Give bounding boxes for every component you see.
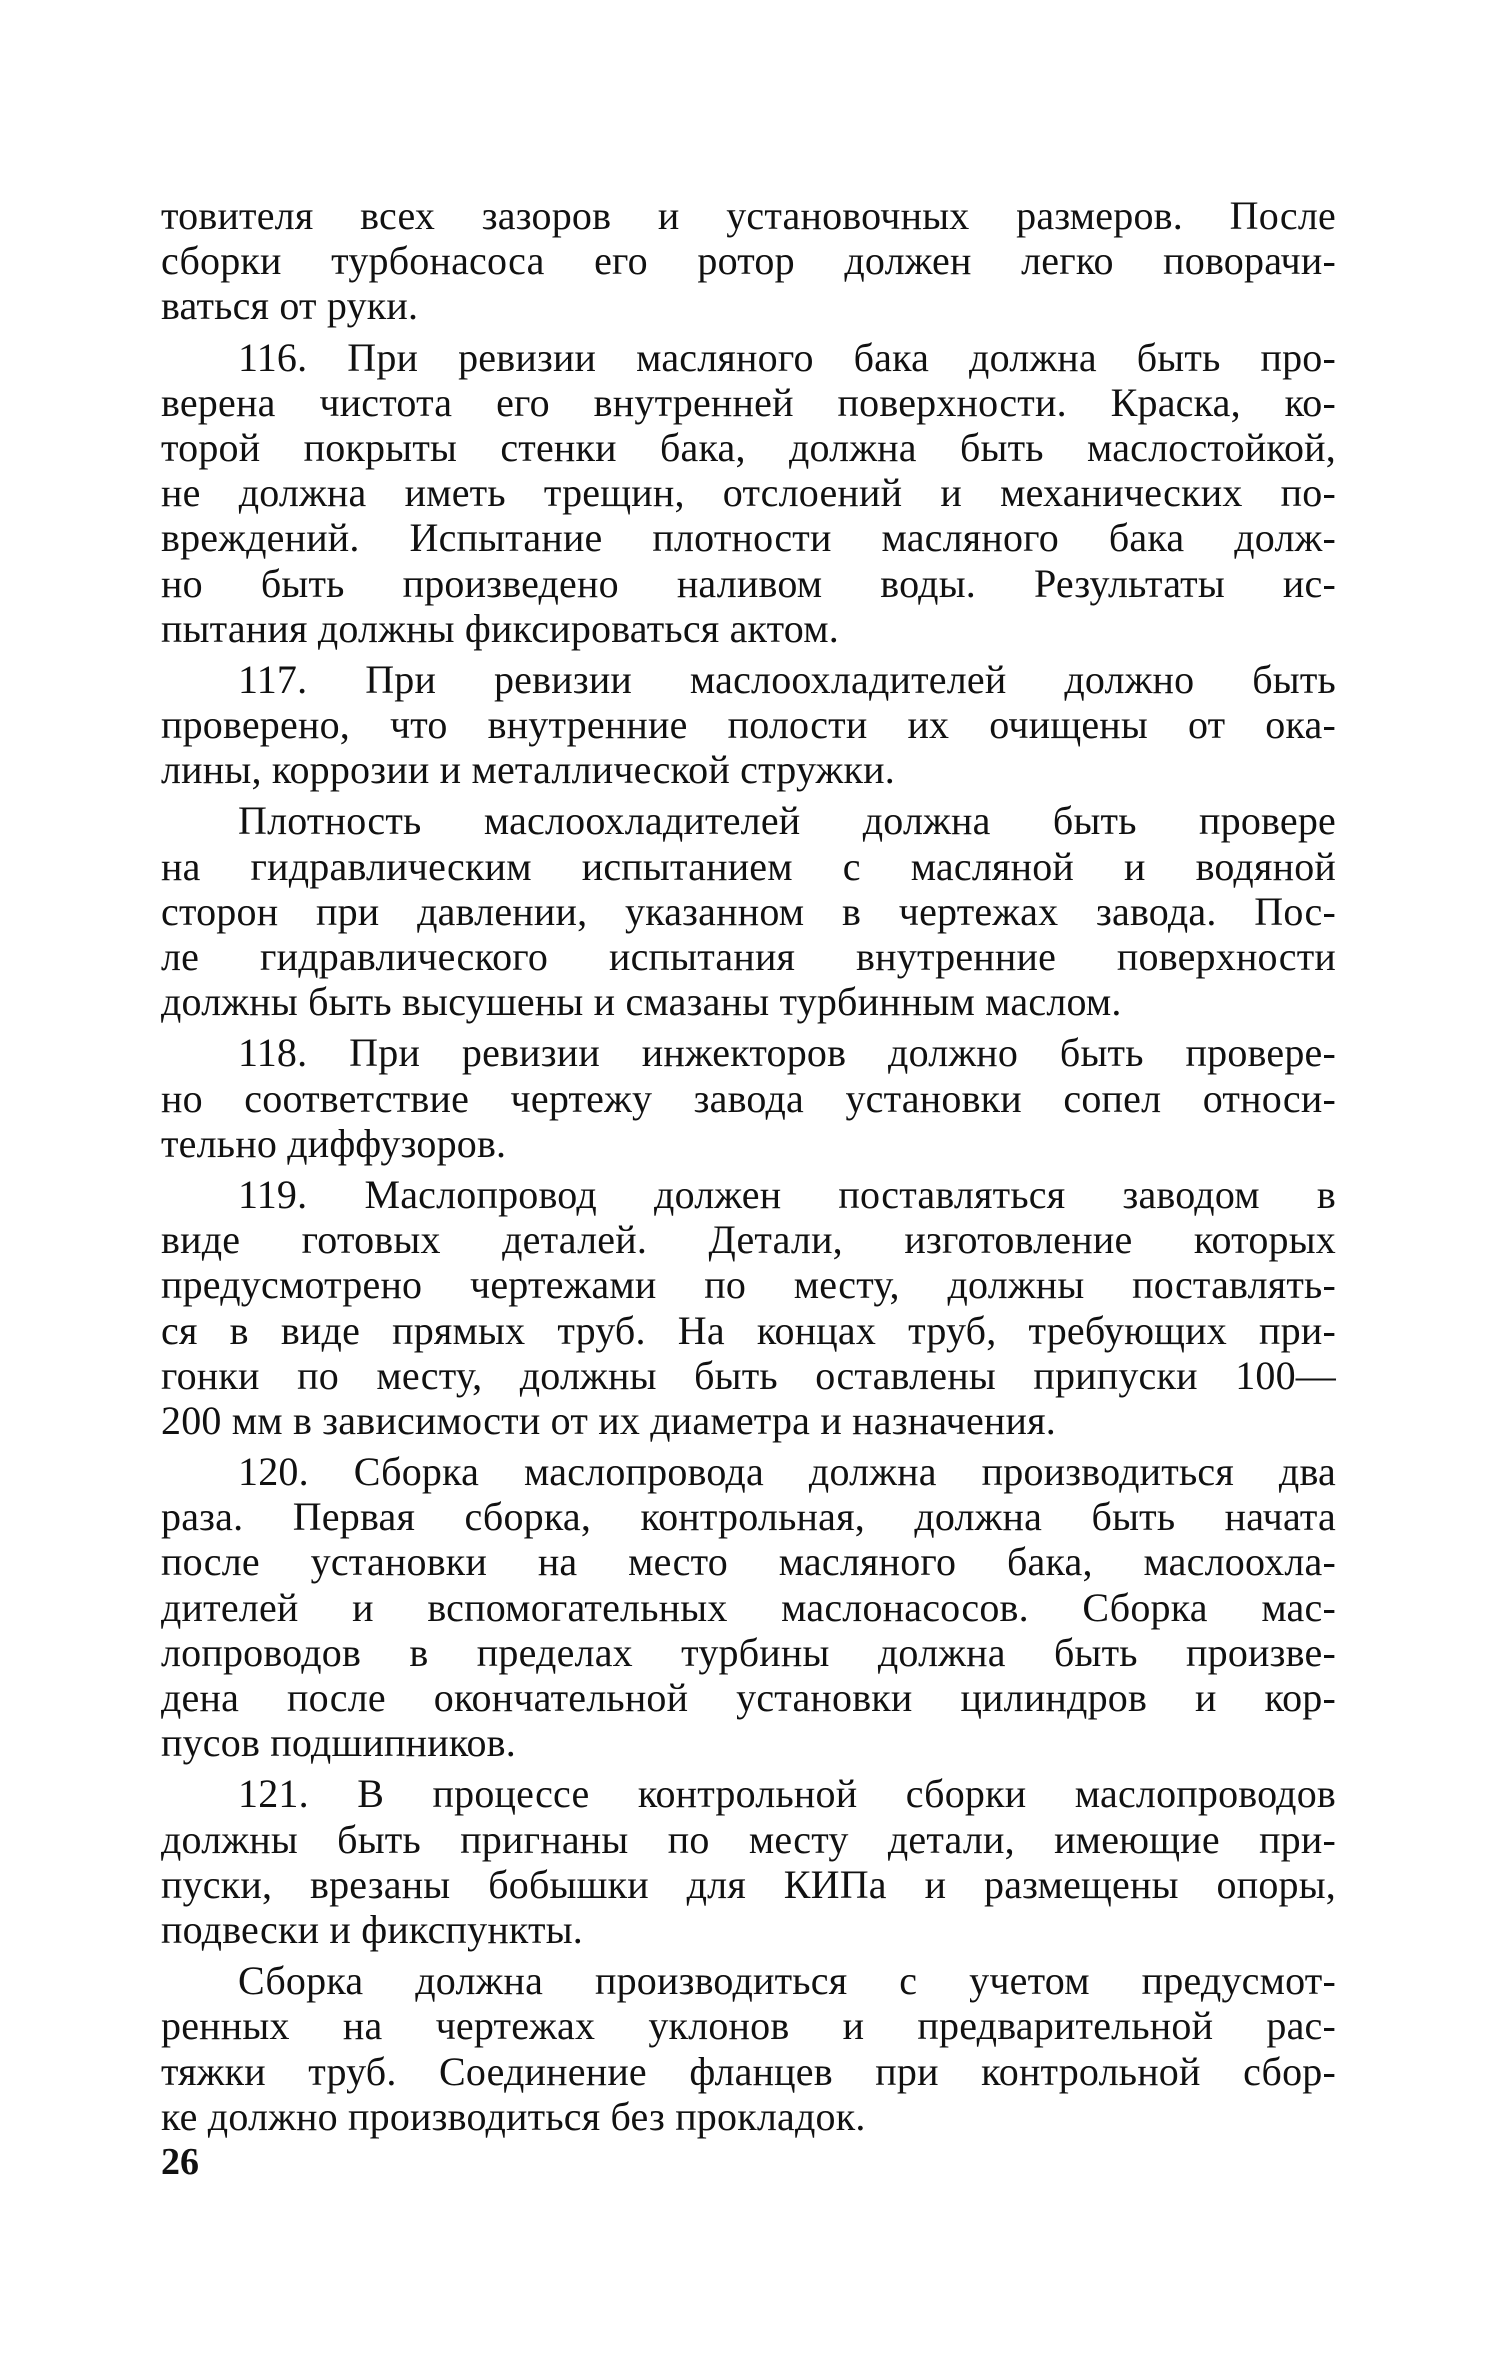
text-line: ся в виде прямых труб. На концах труб, требующих при- [161, 1307, 1336, 1353]
text-line: 121. В процессе контрольной сборки маслопроводов [238, 1771, 1336, 1817]
text-line: 120. Сборка маслопровода должна производиться два [238, 1449, 1336, 1495]
paragraph [161, 193, 1336, 329]
text-line: дена после окончательной установки цилиндров и кор- [161, 1675, 1336, 1720]
text-line: не должна иметь трещин, отслоений и механических по- [161, 470, 1336, 516]
text-line: тяжки труб. Соединение фланцев при контрольной сбор- [161, 2048, 1336, 2094]
text-line: лины, коррозии и металлической стружки. [161, 747, 895, 793]
text-line: торой покрыты стенки бака, должна быть маслостойкой, [161, 424, 1336, 470]
text-line: 118. При ревизии инжекторов должно быть провере- [238, 1030, 1336, 1076]
text-line: 117. При ревизии маслоохладителей должно быть [238, 656, 1336, 702]
text-line: гонки по месту, должны быть оставлены припуски 100— [161, 1352, 1336, 1398]
text-line: верена чистота его внутренней поверхности. Краска, ко- [161, 379, 1336, 425]
text-line: 200 мм в зависимости от их диаметра и назначения. [161, 1397, 1056, 1443]
paragraph [161, 1958, 1336, 2139]
text-line: после установки на место масляного бака, маслоохла- [161, 1539, 1336, 1585]
paragraph [161, 1449, 1336, 1765]
body-text [161, 193, 1336, 2139]
text-line: на гидравлическим испытанием с масляной и водяной [161, 843, 1336, 889]
paragraph [161, 657, 1336, 793]
text-line: ваться от руки. [161, 283, 419, 329]
text-line: сторон при давлении, указанном в чертежах завода. Пос- [161, 888, 1336, 934]
text-line: ле гидравлического испытания внутренние поверхности [161, 934, 1336, 979]
paragraph [161, 1771, 1336, 1952]
paragraph [161, 1172, 1336, 1443]
text-line: подвески и фикспункты. [161, 1906, 583, 1952]
text-line: сборки турбонасоса его ротор должен легко поворачи- [161, 238, 1336, 284]
text-line: пуски, врезаны бобышки для КИПа и размещены опоры, [161, 1861, 1336, 1907]
paragraph [161, 798, 1336, 1024]
text-line: должны быть пригнаны по месту детали, имеющие при- [161, 1816, 1336, 1862]
text-line: ке должно производиться без прокладок. [161, 2093, 866, 2139]
text-line: виде готовых деталей. Детали, изготовление которых [161, 1217, 1336, 1263]
text-line: пытания должны фиксироваться актом. [161, 605, 839, 651]
text-line: раза. Первая сборка, контрольная, должна быть начата [161, 1494, 1336, 1540]
text-line: товителя всех зазоров и установочных размеров. После [161, 193, 1336, 238]
text-line: тельно диффузоров. [161, 1120, 507, 1166]
text-line: 116. При ревизии масляного бака должна быть про- [238, 334, 1336, 380]
text-line: но соответствие чертежу завода установки сопел относи- [161, 1075, 1336, 1121]
text-line: 119. Маслопровод должен поставляться заводом в [238, 1171, 1336, 1217]
paragraph [161, 1030, 1336, 1166]
text-line: лопроводов в пределах турбины должна быть произве- [161, 1629, 1336, 1675]
text-line: должны быть высушены и смазаны турбинным маслом. [161, 979, 1122, 1025]
paragraph [161, 335, 1336, 651]
text-line: но быть произведено наливом воды. Результаты ис- [161, 560, 1336, 606]
text-line: дителей и вспомогательных маслонасосов. Сборка мас- [161, 1584, 1336, 1630]
text-line: предусмотрено чертежами по месту, должны поставлять- [161, 1262, 1336, 1308]
text-line: Сборка должна производиться с учетом предусмот- [238, 1958, 1336, 2004]
text-line: ренных на чертежах уклонов и предварительной рас- [161, 2003, 1336, 2049]
text-line: вреждений. Испытание плотности масляного бака долж- [161, 515, 1336, 561]
page-number: 26 [161, 2141, 199, 2183]
text-line: проверено, что внутренние полости их очищены от ока- [161, 702, 1336, 748]
text-line: Плотность маслоохладителей должна быть провере [238, 798, 1336, 844]
text-line: пусов подшипников. [161, 1720, 516, 1766]
